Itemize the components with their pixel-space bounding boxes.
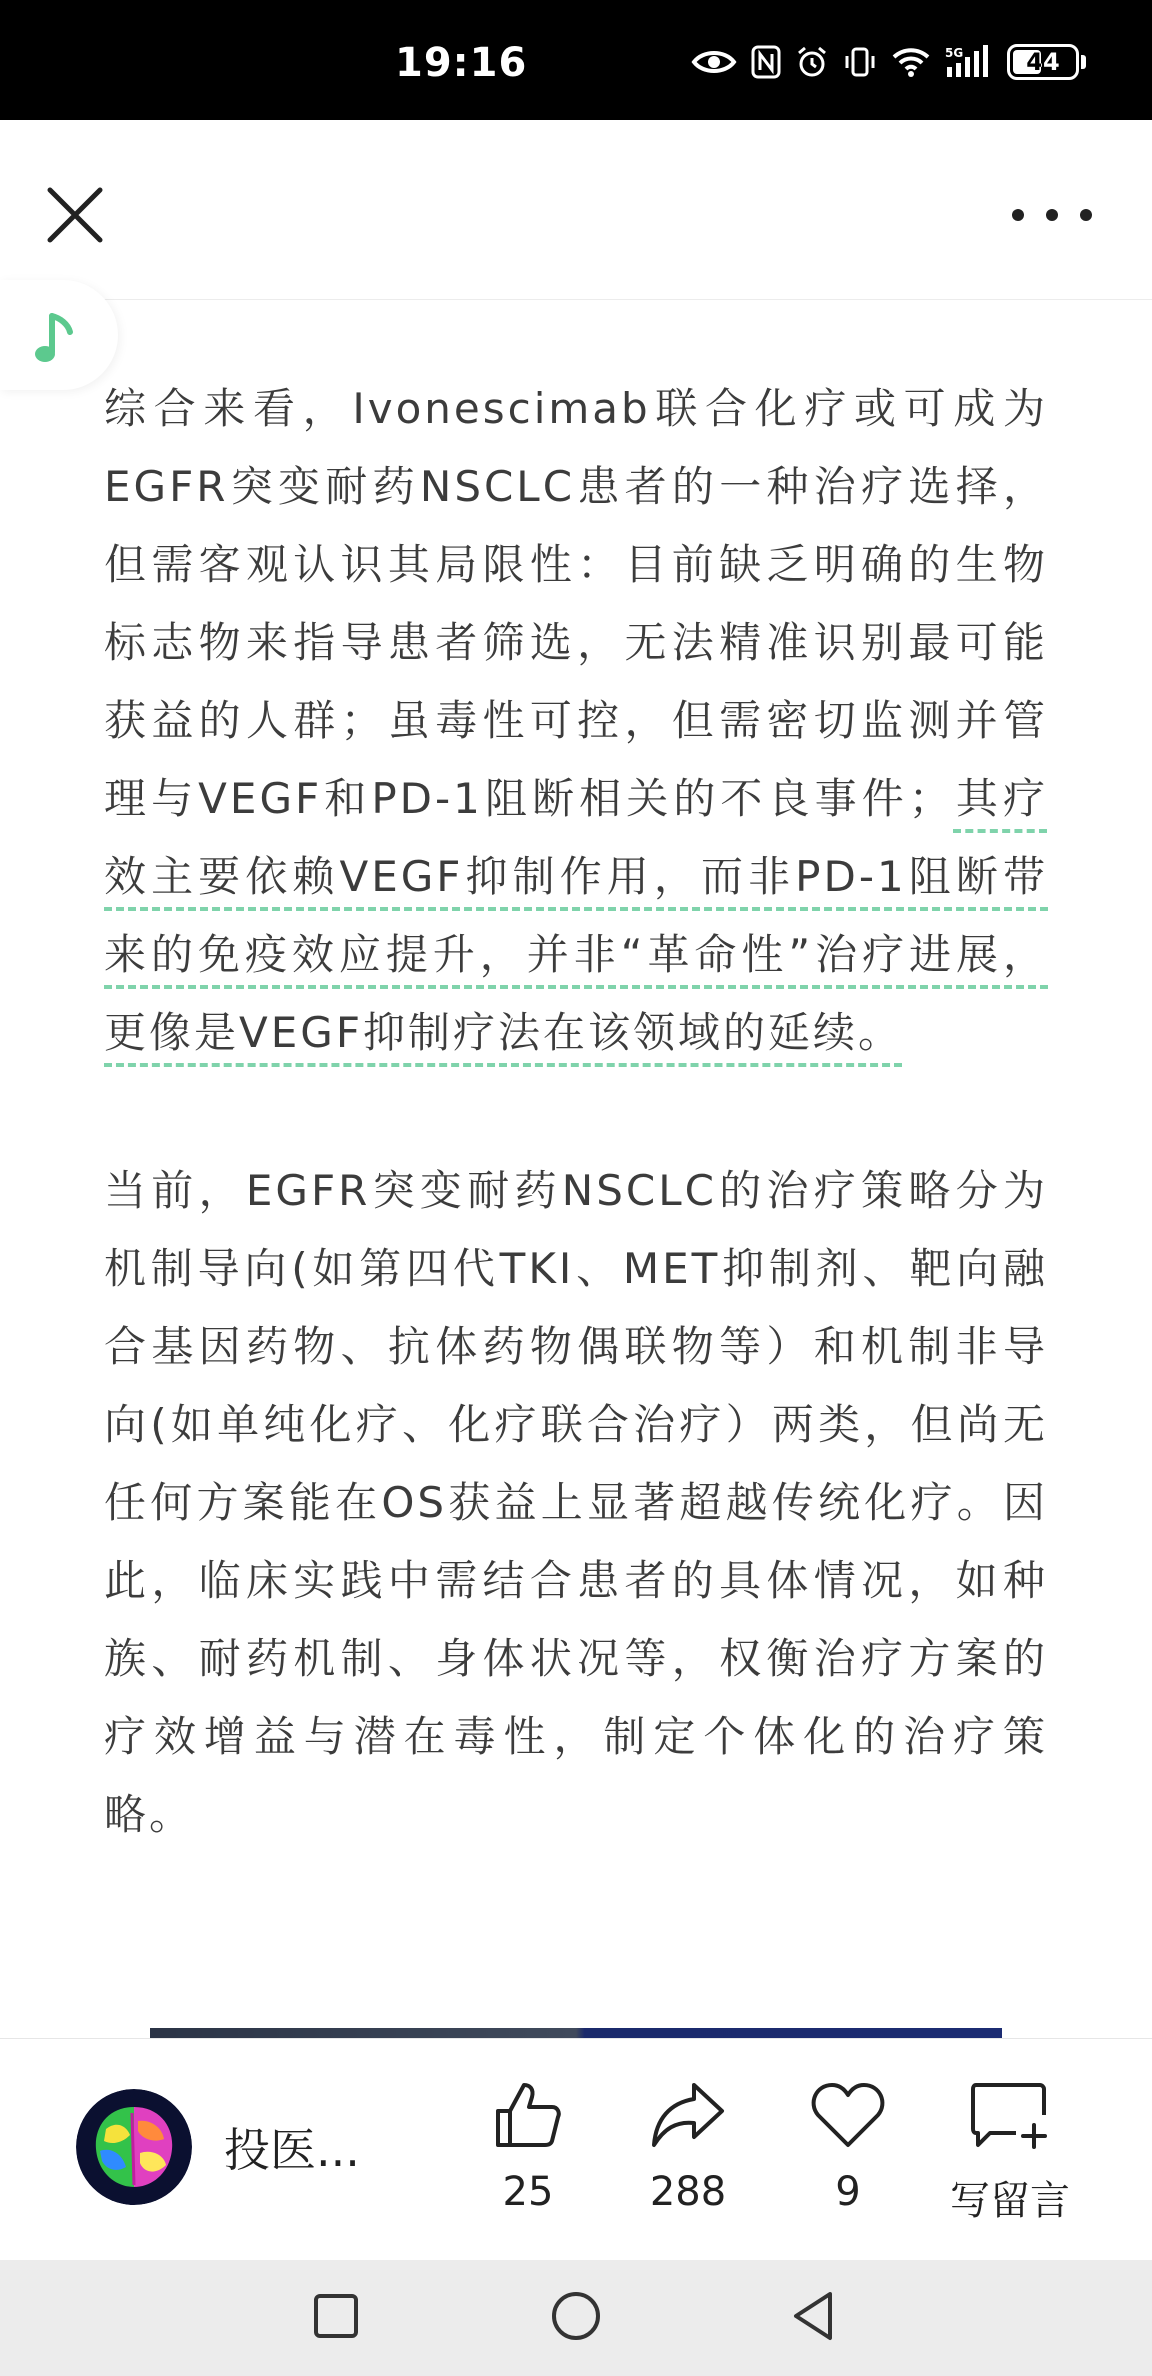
signal-icon <box>945 45 993 79</box>
wifi-icon <box>891 46 931 78</box>
recent-apps-button[interactable] <box>308 2288 364 2348</box>
music-float-button[interactable] <box>0 280 118 390</box>
more-button[interactable] <box>1012 195 1092 235</box>
music-note-icon <box>34 310 78 366</box>
top-nav <box>0 120 1152 300</box>
underlined-highlight[interactable]: 其疗效主要依赖VEGF抑制作用，而非PD-1阻断带来的免疫效应提升，并非“革命性”治疗进展，更像是VEGF抑制疗法在该领域的延续。 <box>104 774 1048 1057</box>
more-icon <box>1012 209 1024 221</box>
battery-level: 44 <box>1026 48 1060 76</box>
home-button[interactable] <box>548 2288 604 2348</box>
paragraph-text: 综合来看，Ivonescimab联合化疗或可成为EGFR突变耐药NSCLC患者的一种治疗选择，但需客观认识其局限性：目前缺乏明确的生物标志物来指导患者筛选，无法精准识别最可能获益的人群；虽毒性可控，但需密切监测并管理与VEGF和PD-1阻断相关的不良事件； <box>104 384 1048 823</box>
article-paragraph <box>104 370 1048 1072</box>
home-icon <box>548 2288 604 2344</box>
favorite-button[interactable] <box>788 2079 908 2215</box>
nfc-icon <box>751 45 781 79</box>
heart-icon <box>810 2079 886 2151</box>
svg-text:5G: 5G <box>945 46 964 60</box>
like-button[interactable] <box>468 2079 588 2215</box>
back-button[interactable] <box>786 2288 842 2348</box>
share-icon <box>650 2079 726 2151</box>
close-button[interactable] <box>40 180 110 250</box>
alarm-icon <box>795 45 829 79</box>
vibrate-icon <box>843 45 877 79</box>
article-paragraph: 当前，EGFR突变耐药NSCLC的治疗策略分为机制导向(如第四代TKI、MET抑制剂、靶向融合基因药物、抗体药物偶联物等）和机制非导向(如单纯化疗、化疗联合治疗）两类，但尚无任何方案能在OS获益上显著超越传统化疗。因此，临床实践中需结合患者的具体情况，如种族、耐药机制、身体状况等，权衡治疗方案的疗效增益与潜在毒性，制定个体化的治疗策略。 <box>104 1166 1048 1839</box>
comment-label: 写留言 <box>950 2178 1070 2224</box>
status-icons <box>691 44 1086 80</box>
status-time: 19:16 <box>395 40 528 86</box>
bottom-action-bar <box>0 2038 1152 2260</box>
system-nav-bar <box>0 2260 1152 2376</box>
avatar[interactable] <box>76 2089 192 2205</box>
back-icon <box>786 2288 842 2344</box>
like-count: 25 <box>502 2169 554 2215</box>
eye-icon <box>691 47 737 77</box>
status-bar <box>0 0 1152 120</box>
thumbs-up-icon <box>492 2079 564 2151</box>
author-name[interactable]: 投医... <box>224 2123 360 2177</box>
share-count: 288 <box>649 2169 727 2215</box>
close-icon <box>40 180 110 250</box>
write-comment-button[interactable] <box>935 2079 1085 2226</box>
article-body <box>104 370 1048 1854</box>
favorite-count: 9 <box>835 2169 861 2215</box>
battery-icon <box>1007 44 1079 80</box>
author-info[interactable] <box>76 2089 360 2205</box>
recent-apps-icon <box>308 2288 364 2344</box>
comment-add-icon <box>970 2079 1050 2151</box>
share-button[interactable] <box>628 2079 748 2215</box>
